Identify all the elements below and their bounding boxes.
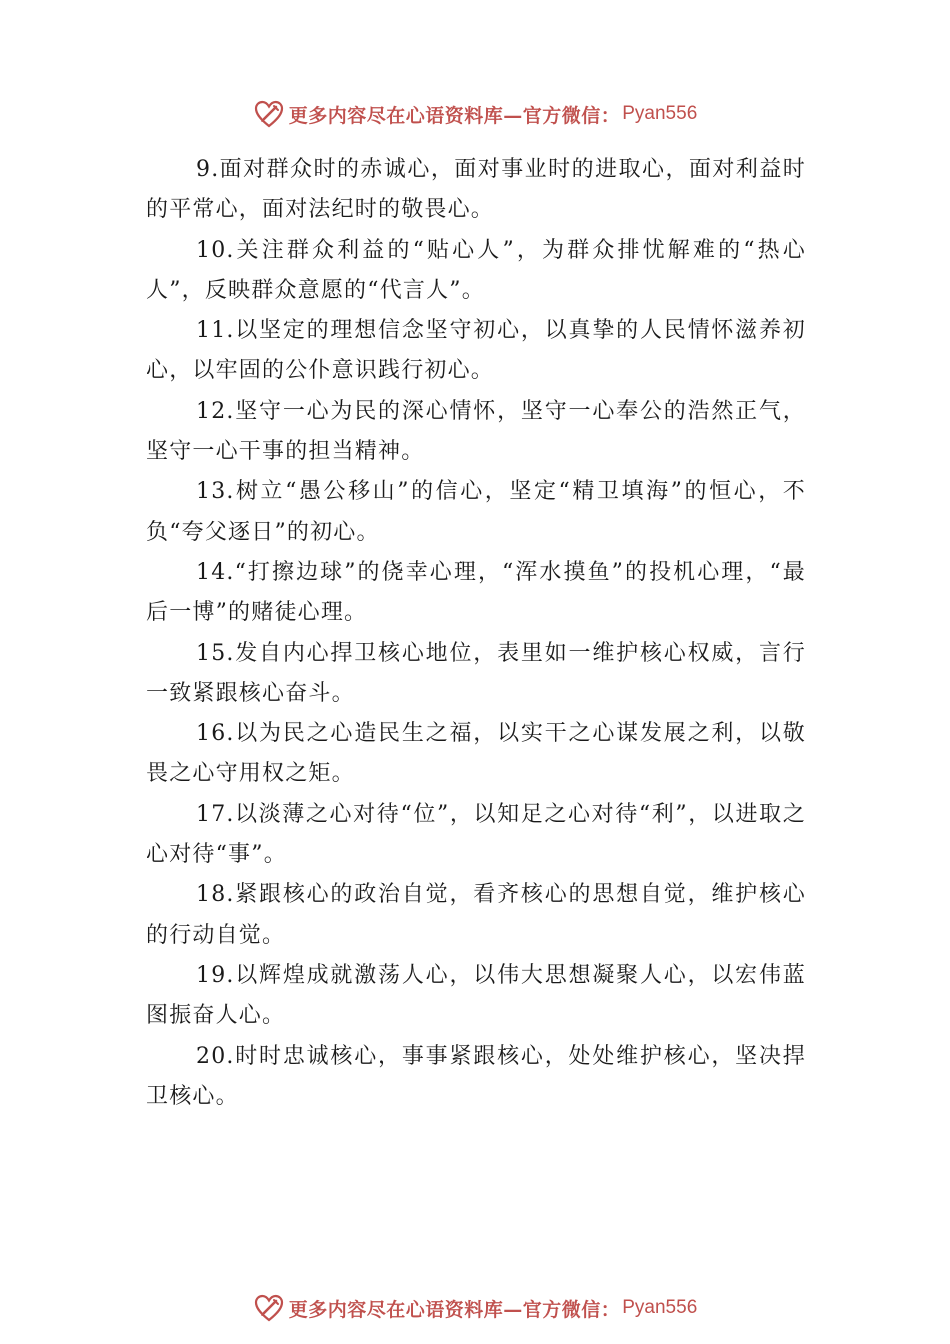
header-banner (0, 94, 950, 134)
heart-pen-logo-icon (253, 1292, 285, 1324)
header-banner-text: 更多内容尽在心语资料库—官方微信： (288, 104, 621, 127)
list-item: 12.坚守一心为民的深心情怀，坚守一心奉公的浩然正气，坚守一心干事的担当精神。 (146, 398, 806, 465)
list-item: 10.关注群众利益的“贴心人”，为群众排忧解难的“热心人”，反映群众意愿的“代言人”。 (146, 237, 806, 303)
list-item: 17.以淡薄之心对待“位”，以知足之心对待“利”，以进取之心对待“事”。 (146, 801, 806, 868)
list-item: 9.面对群众时的赤诚心，面对事业时的进取心，面对利益时的平常心，面对法纪时的敬畏心。 (146, 157, 806, 223)
list-item: 18.紧跟核心的政治自觉，看齐核心的思想自觉，维护核心的行动自觉。 (146, 882, 806, 948)
list-item: 15.发自内心捍卫核心地位，表里如一维护核心权威，言行一致紧跟核心奋斗。 (146, 640, 806, 706)
list-item: 20.时时忠诚核心，事事紧跟核心，处处维护核心，坚决捍卫核心。 (146, 1043, 806, 1109)
item-list (146, 150, 806, 1117)
footer-banner-account: Pyan556 (622, 1297, 698, 1318)
list-item: 19.以辉煌成就激荡人心，以伟大思想凝聚人心，以宏伟蓝图振奋人心。 (146, 962, 806, 1029)
list-item: 14.“打擦边球”的侥幸心理，“浑水摸鱼”的投机心理，“最后一博”的赌徒心理。 (146, 559, 806, 626)
header-banner-account: Pyan556 (622, 103, 698, 124)
list-item: 13.树立“愚公移山”的信心，坚定“精卫填海”的恒心，不负“夸父逐日”的初心。 (146, 479, 806, 545)
heart-pen-logo-icon (253, 98, 285, 130)
list-item: 16.以为民之心造民生之福，以实干之心谋发展之利，以敬畏之心守用权之矩。 (146, 721, 806, 787)
footer-banner-text: 更多内容尽在心语资料库—官方微信： (288, 1298, 621, 1321)
footer-banner (0, 1288, 950, 1328)
list-item: 11.以坚定的理想信念坚守初心，以真挚的人民情怀滋养初心，以牢固的公仆意识践行初心。 (146, 318, 806, 384)
